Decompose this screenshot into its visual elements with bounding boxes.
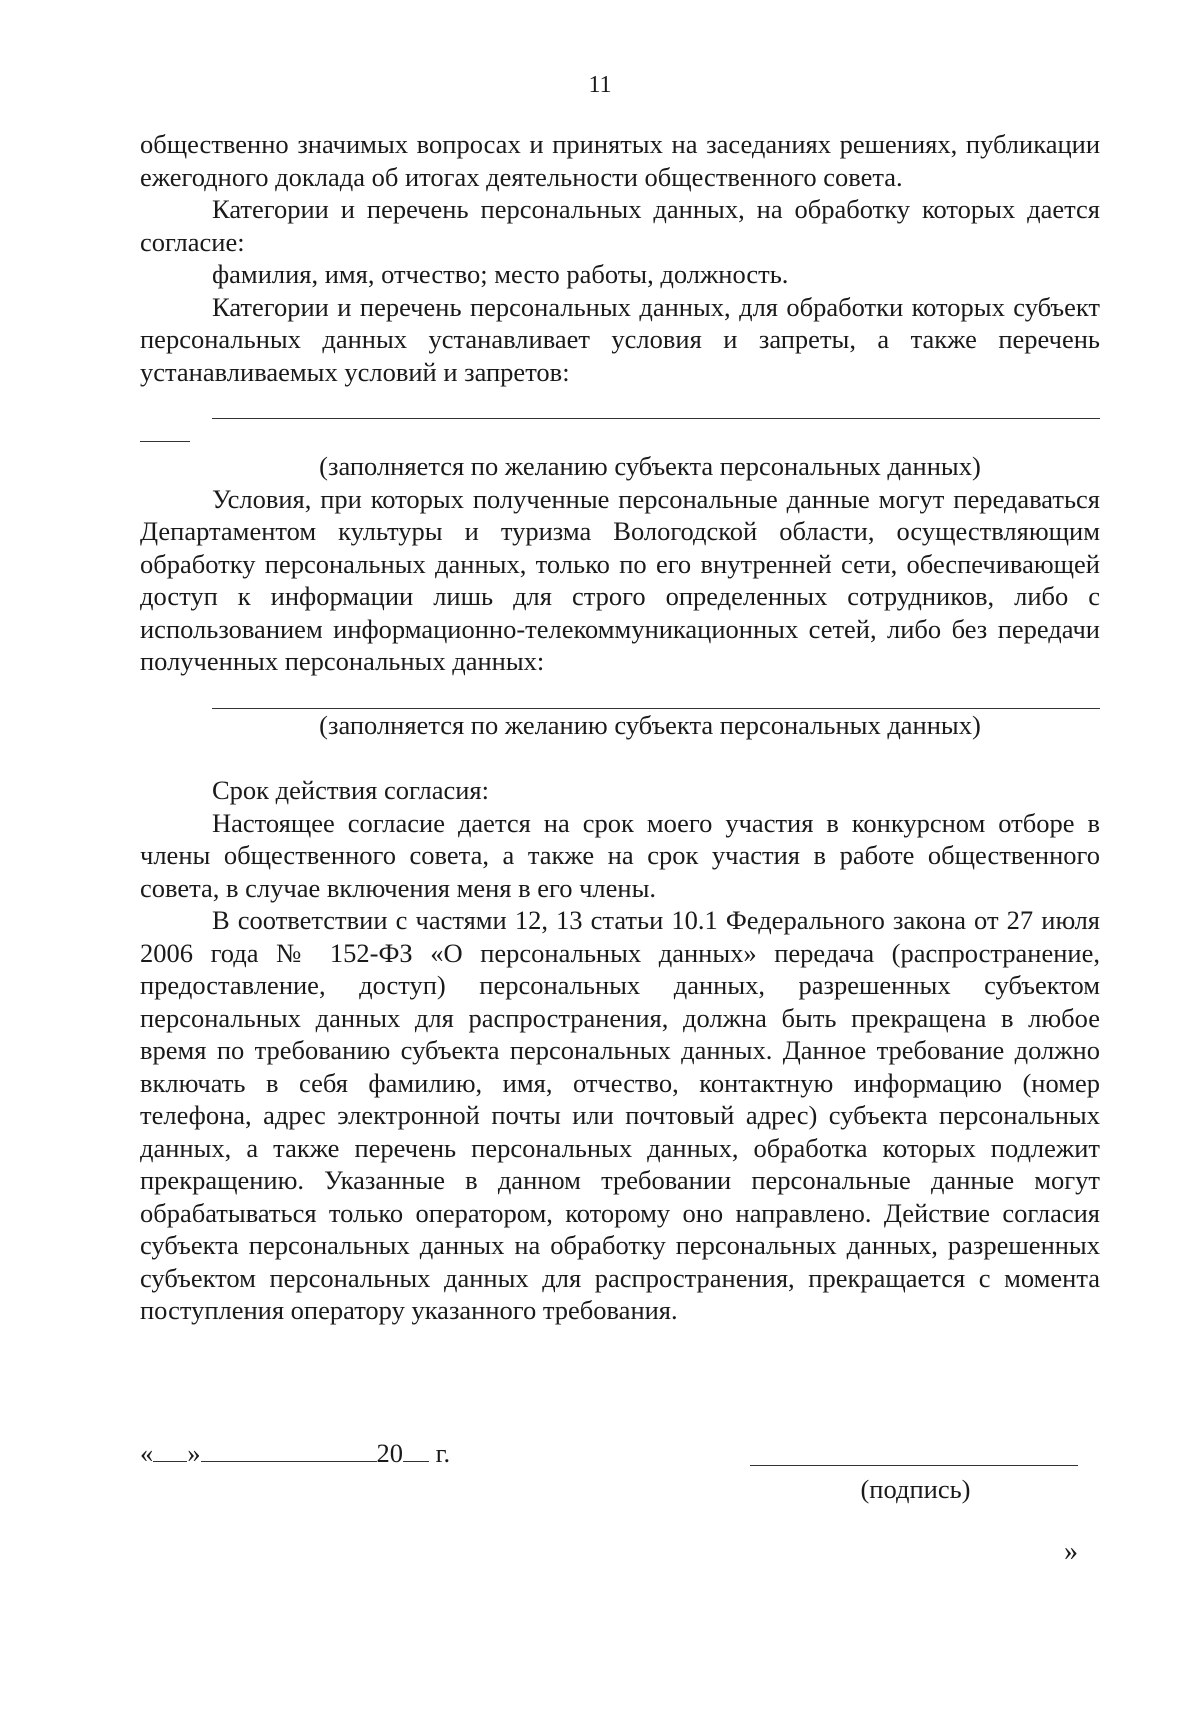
paragraph-law-reference: В соответствии с частями 12, 13 статьи 10.1 Федерального закона от 27 июля 2006 года № 152-ФЗ «О персональных данных» передача (распространение, предоставление, доступ) персональных данных, разрешенных субъектом персональных данных для распространения, должна быть прекращена в любое время по требованию субъекта персональных данных. Данное требование должно включать в себя фамилию, имя, отчество, контактную информацию (номер телефона, адрес электронной почты или почтовый адрес) субъекта персональных данных, а также перечень персональных данных, обработка которых подлежит прекращению. Указанные в данном требовании персональные данные могут обрабатываться только оператором, которому оно направлено. Действие согласия субъекта персональных данных на обработку персональных данных, разрешенных субъектом персональных данных для распространения, прекращается с момента поступления оператору указанного требования.	[140, 905, 1100, 1325]
date-day-blank[interactable]	[153, 1437, 187, 1462]
date-year-suffix: г.	[429, 1438, 451, 1468]
signature-line[interactable]	[750, 1465, 1078, 1466]
page-number: 11	[588, 72, 612, 98]
fill-in-caption-transfer: (заполняется по желанию субъекта персональных данных)	[319, 709, 981, 740]
date-quote-open: «	[140, 1438, 154, 1468]
paragraph-conditions-categories: Категории и перечень персональных данных, для обработки которых субъект персональных данных устанавливает условия и запреты, а также перечень устанавливаемых условий и запретов:	[140, 291, 1100, 387]
spacer	[140, 741, 1100, 774]
fill-in-line-conditions[interactable]	[212, 388, 1100, 419]
date-quote-close: »	[187, 1438, 201, 1468]
paragraph-data-list: фамилия, имя, отчество; место работы, должность.	[212, 259, 789, 289]
paragraph-validity-heading: Срок действия согласия:	[212, 775, 489, 805]
paragraph-public-matters: общественно значимых вопросах и принятых на заседаниях решениях, публикации ежегодного доклада об итогах деятельности общественного совета.	[140, 129, 1100, 192]
date-month-blank[interactable]	[201, 1437, 377, 1462]
fill-in-line-transfer[interactable]	[212, 678, 1100, 709]
date-year-blank[interactable]	[403, 1437, 429, 1462]
paragraph-transfer-conditions: Условия, при которых полученные персональные данные могут передаваться Департаментом культуры и туризма Вологодской области, осуществляющим обработку персональных данных, только по его внутренней сети, обеспечивающей доступ к информации лишь для строго определенных сотрудников, либо с использованием информационно-телекоммуникационных сетей, либо без передачи полученных персональных данных:	[140, 483, 1100, 676]
date-year-prefix: 20	[376, 1438, 403, 1468]
fill-in-line-continuation[interactable]	[140, 419, 190, 442]
date-field	[140, 1437, 450, 1469]
paragraph-data-categories: Категории и перечень персональных данных, на обработку которых дается согласие:	[140, 194, 1100, 257]
closing-quote: »	[1064, 1536, 1078, 1567]
paragraph-validity-term: Настоящее согласие дается на срок моего участия в конкурсном отборе в члены общественного совета, а также на срок участия в работе общественного совета, в случае включения меня в его члены.	[140, 807, 1100, 903]
document-body	[140, 128, 1100, 1327]
signature-caption: (подпись)	[860, 1474, 971, 1504]
fill-in-caption-conditions: (заполняется по желанию субъекта персональных данных)	[319, 451, 981, 481]
